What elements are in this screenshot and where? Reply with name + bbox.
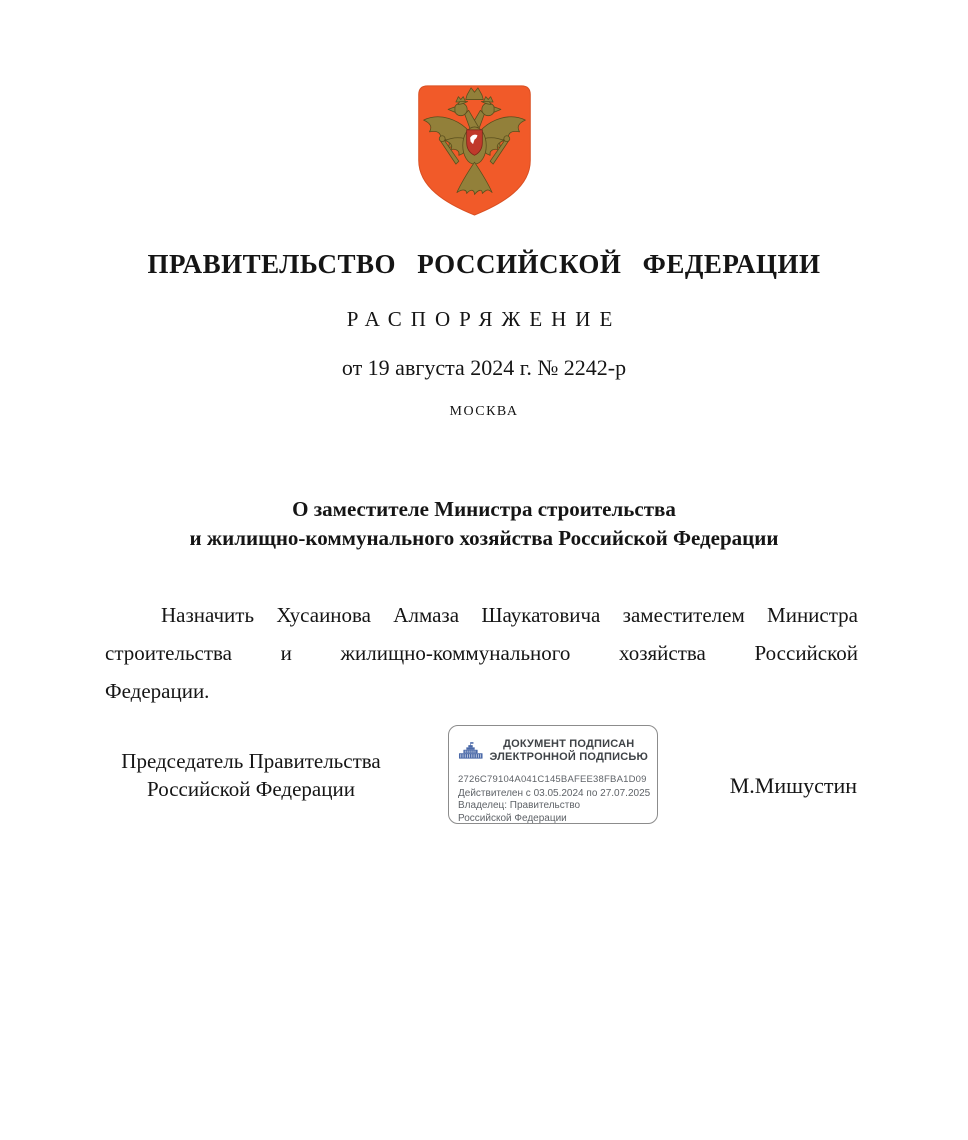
document-title (0, 495, 968, 553)
stamp-title-line2: ЭЛЕКТРОННОЙ ПОДПИСЬЮ (489, 751, 648, 763)
stamp-title-line1: ДОКУМЕНТ ПОДПИСАН (503, 737, 635, 750)
date-number-line: от 19 августа 2024 г. № 2242-р (341, 355, 627, 380)
russia-coat-of-arms (406, 76, 543, 224)
stamp-certificate-id: 2726C79104A041C145BAFEE38FBA1D09 (458, 774, 647, 785)
signer-name: М.Мишустин (729, 773, 857, 798)
stamp-validity: Действителен с 03.05.2024 по 27.07.2025 (458, 788, 651, 799)
body-line: Назначить Хусаинова Алмаза Шаукатовича заместителем Министра (161, 603, 858, 627)
government-house-icon (458, 733, 484, 769)
body-line: строительства и жилищно-коммунального хозяйства Российской (105, 641, 858, 665)
signer-position-line2: Российской Федерации (147, 777, 355, 801)
stamp-header (458, 733, 648, 769)
body-line: Федерации. (105, 679, 210, 703)
city-label: МОСКВА (449, 404, 519, 419)
signer-position-line1: Председатель Правительства (121, 749, 381, 773)
electronic-signature-stamp (448, 725, 658, 824)
document-title-line1: О заместителе Министра строительства (292, 497, 676, 521)
org-name: ПРАВИТЕЛЬСТВО РОССИЙСКОЙ ФЕДЕРАЦИИ (147, 249, 821, 279)
body-paragraph (105, 596, 858, 710)
stamp-owner: Владелец: Правительство Российской Федерации (458, 800, 581, 824)
stamp-title (490, 738, 648, 765)
doc-type: РАСПОРЯЖЕНИЕ (346, 307, 622, 331)
signer-position (105, 747, 397, 803)
document-title-line2: и жилищно-коммунального хозяйства Российской Федерации (189, 526, 779, 550)
coat-of-arms-svg (406, 76, 543, 219)
